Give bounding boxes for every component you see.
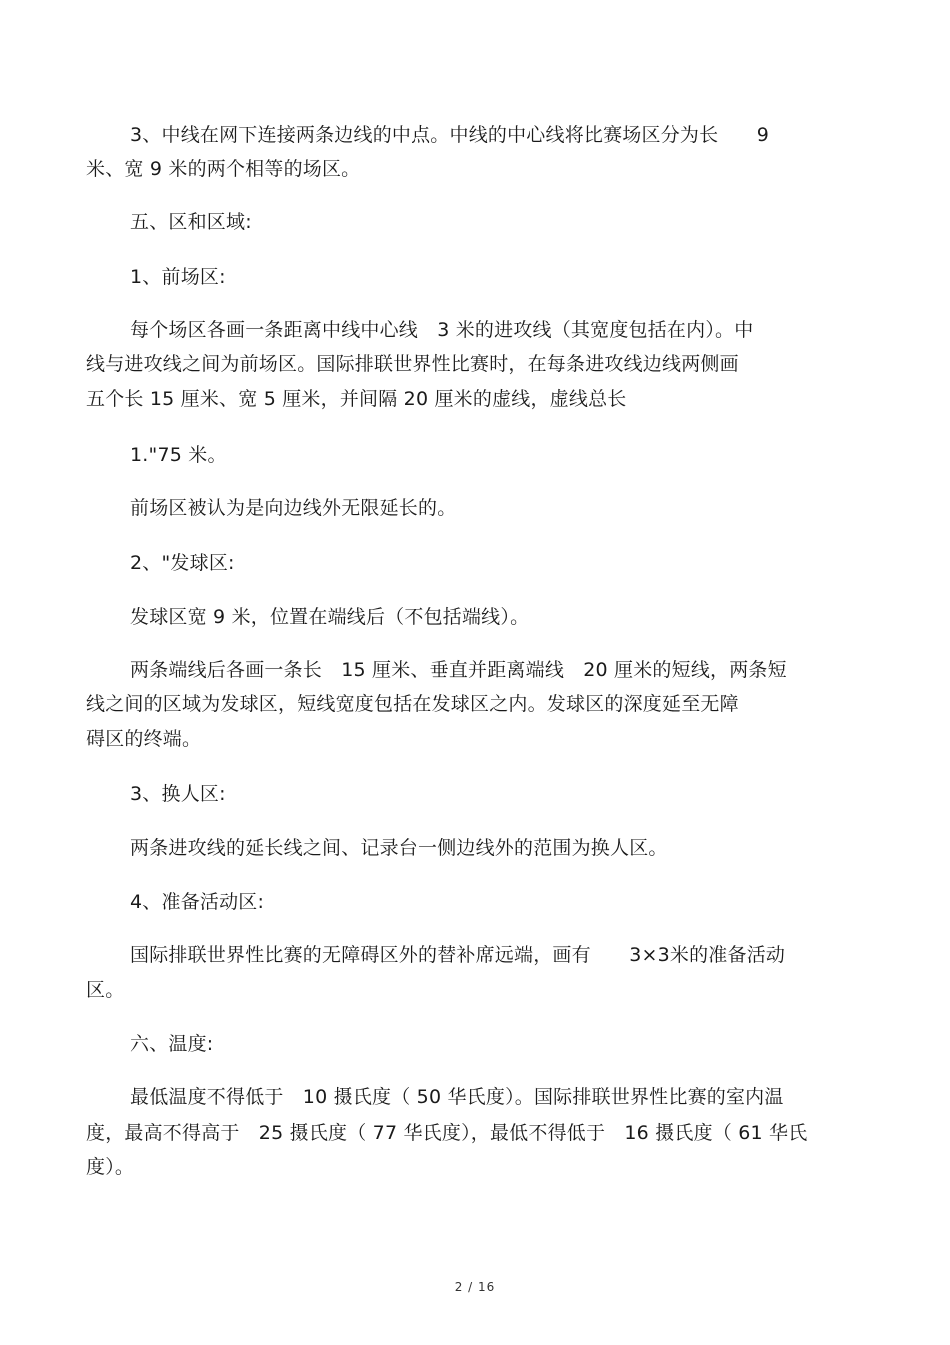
text-line: 1."75 米。 xyxy=(130,444,227,466)
page-number: 2 / 16 xyxy=(454,1280,496,1294)
section-heading: 六、温度: xyxy=(130,1033,214,1055)
text-line: 发球区宽 9 米，位置在端线后（不包括端线）。 xyxy=(130,606,530,628)
text-line: 米、宽 9 米的两个相等的场区。 xyxy=(86,158,361,180)
text-line: 每个场区各画一条距离中线中心线 3 米的进攻线（其宽度包括在内）。中 xyxy=(130,319,754,341)
subsection-heading: 3、换人区: xyxy=(130,783,226,805)
text-line: 度）。 xyxy=(86,1156,135,1178)
text-line: 五个长 15 厘米、宽 5 厘米，并间隔 20 厘米的虚线，虚线总长 xyxy=(86,388,627,410)
subsection-heading: 2、"发球区: xyxy=(130,552,235,574)
subsection-heading: 1、前场区: xyxy=(130,266,226,288)
subsection-heading: 4、准备活动区: xyxy=(130,891,265,913)
text-line: 国际排联世界性比赛的无障碍区外的替补席远端，画有 3×3米的准备活动 xyxy=(130,944,786,966)
text-line: 线与进攻线之间为前场区。国际排联世界性比赛时，在每条进攻线边线两侧画 xyxy=(86,353,739,375)
text-line: 最低温度不得低于 10 摄氏度（ 50 华氏度）。国际排联世界性比赛的室内温 xyxy=(130,1086,784,1108)
text-line: 3、中线在网下连接两条边线的中点。中线的中心线将比赛场区分为长 9 xyxy=(130,124,769,146)
text-line: 两条端线后各画一条长 15 厘米、垂直并距离端线 20 厘米的短线，两条短 xyxy=(130,659,787,681)
text-line: 区。 xyxy=(86,979,125,1001)
text-line: 前场区被认为是向边线外无限延长的。 xyxy=(130,497,457,519)
text-line: 线之间的区域为发球区，短线宽度包括在发球区之内。发球区的深度延至无障 xyxy=(86,693,739,715)
section-heading: 五、区和区域: xyxy=(130,211,252,233)
text-line: 度，最高不得高于 25 摄氏度（ 77 华氏度），最低不得低于 16 摄氏度（ 61 华氏 xyxy=(86,1122,808,1144)
text-line: 两条进攻线的延长线之间、记录台一侧边线外的范围为换人区。 xyxy=(130,837,668,859)
text-line: 碍区的终端。 xyxy=(86,728,202,750)
